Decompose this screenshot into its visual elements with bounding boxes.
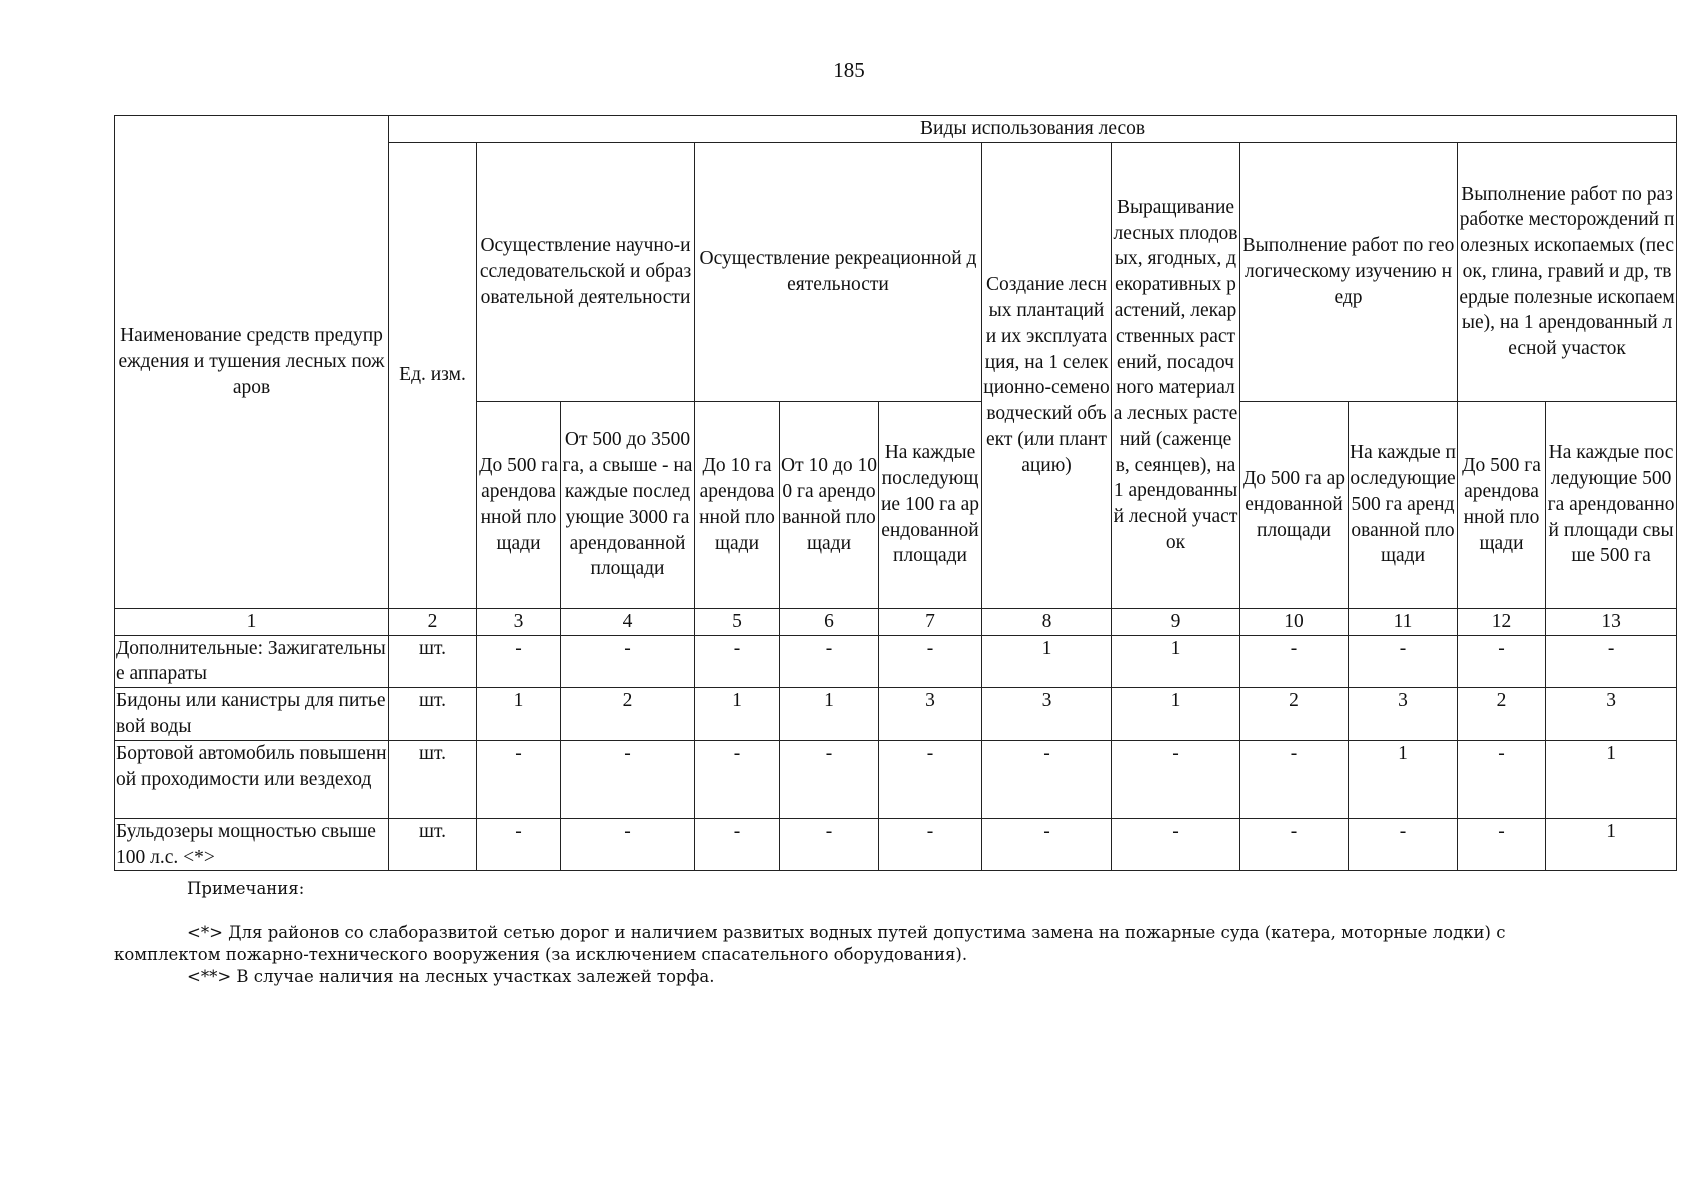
cell-value: - (561, 818, 695, 871)
cell-value: - (1240, 818, 1349, 871)
norms-table (114, 115, 1677, 871)
col-number: 2 (389, 608, 477, 635)
cell-value: 1 (1546, 740, 1677, 818)
cell-value: - (561, 635, 695, 688)
col-number: 5 (695, 608, 780, 635)
row-name: Дополнительные: Зажигательные аппараты (115, 635, 389, 688)
cell-value: - (1349, 635, 1458, 688)
cell-value: 3 (879, 688, 982, 741)
table-row (115, 818, 1677, 871)
group-growing: Выращивание лесных плодовых, ягодных, декоративных растений, лекарственных растений, посадочного материала лесных растений (саженцев, сеянцев), на 1 арендованный лесной участок (1112, 142, 1240, 608)
cell-value: - (780, 818, 879, 871)
group-recreation: Осуществление рекреационной деятельности (695, 142, 982, 401)
cell-value: - (879, 818, 982, 871)
col-number: 7 (879, 608, 982, 635)
group-geology: Выполнение работ по геологическому изучению недр (1240, 142, 1458, 401)
col-number: 6 (780, 608, 879, 635)
table-row (115, 635, 1677, 688)
col-number: 13 (1546, 608, 1677, 635)
row-unit: шт. (389, 818, 477, 871)
cell-value: 1 (780, 688, 879, 741)
sub-c13: На каждые последующие 500 га арендованной площади свыше 500 га (1546, 401, 1677, 608)
cell-value: - (879, 740, 982, 818)
cell-value: - (477, 818, 561, 871)
cell-value: - (1458, 635, 1546, 688)
sub-c12: До 500 га арендованной площади (1458, 401, 1546, 608)
cell-value: 1 (1546, 818, 1677, 871)
table-row (115, 740, 1677, 818)
header-forest-use: Виды использования лесов (389, 116, 1677, 143)
sub-c7: На каждые последующие 100 га арендованной площади (879, 401, 982, 608)
group-mining: Выполнение работ по разработке месторождений полезных ископаемых (песок, глина, гравий и др, твердые полезные ископаемые), на 1 арендованный лесной участок (1458, 142, 1677, 401)
header-name: Наименование средств предупреждения и тушения лесных пожаров (115, 116, 389, 609)
cell-value: - (1112, 818, 1240, 871)
cell-value: - (982, 740, 1112, 818)
col-number: 4 (561, 608, 695, 635)
cell-value: - (477, 635, 561, 688)
cell-value: 1 (477, 688, 561, 741)
cell-value: 1 (1349, 740, 1458, 818)
cell-value: 3 (1349, 688, 1458, 741)
row-name: Бульдозеры мощностью свыше 100 л.с. <*> (115, 818, 389, 871)
cell-value: 1 (695, 688, 780, 741)
cell-value: 1 (1112, 635, 1240, 688)
note-2: <**> В случае наличия на лесных участках залежей торфа. (187, 967, 715, 986)
cell-value: - (1458, 740, 1546, 818)
sub-c6: От 10 до 100 га арендованной площади (780, 401, 879, 608)
sub-c10: До 500 га арендованной площади (1240, 401, 1349, 608)
cell-value: 2 (561, 688, 695, 741)
column-number-row (115, 608, 1677, 635)
sub-c11: На каждые последующие 500 га арендованной площади (1349, 401, 1458, 608)
notes-title: Примечания: (187, 879, 305, 898)
row-unit: шт. (389, 635, 477, 688)
cell-value: - (1240, 635, 1349, 688)
page-number: 185 (833, 58, 865, 82)
cell-value: - (1240, 740, 1349, 818)
header-unit: Ед. изм. (389, 142, 477, 608)
table-row (115, 688, 1677, 741)
cell-value: - (1458, 818, 1546, 871)
sub-c4: От 500 до 3500 га, а свыше - на каждые последующие 3000 га арендованной площади (561, 401, 695, 608)
cell-value: - (1112, 740, 1240, 818)
cell-value: 2 (1458, 688, 1546, 741)
cell-value: 1 (1112, 688, 1240, 741)
cell-value: 3 (982, 688, 1112, 741)
col-number: 9 (1112, 608, 1240, 635)
cell-value: - (780, 635, 879, 688)
cell-value: - (1546, 635, 1677, 688)
cell-value: 3 (1546, 688, 1677, 741)
col-number: 1 (115, 608, 389, 635)
col-number: 11 (1349, 608, 1458, 635)
cell-value: - (695, 818, 780, 871)
notes-section (114, 878, 1594, 988)
col-number: 10 (1240, 608, 1349, 635)
col-number: 12 (1458, 608, 1546, 635)
cell-value: - (561, 740, 695, 818)
cell-value: - (695, 635, 780, 688)
cell-value: 2 (1240, 688, 1349, 741)
row-name: Бидоны или канистры для питьевой воды (115, 688, 389, 741)
cell-value: - (1349, 818, 1458, 871)
group-plantations: Создание лесных плантаций и их эксплуатация, на 1 селекционно-семеноводческий объект (или плантацию) (982, 142, 1112, 608)
row-unit: шт. (389, 688, 477, 741)
cell-value: - (477, 740, 561, 818)
row-name: Бортовой автомобиль повышенной проходимости или вездеход (115, 740, 389, 818)
row-unit: шт. (389, 740, 477, 818)
col-number: 3 (477, 608, 561, 635)
col-number: 8 (982, 608, 1112, 635)
cell-value: 1 (982, 635, 1112, 688)
cell-value: - (695, 740, 780, 818)
note-1: <*> Для районов со слаборазвитой сетью дорог и наличием развитых водных путей допустима замена на пожарные суда (катера, моторные лодки) с комплектом пожарно-технического вооружения (за исключением спасательного оборудования). (114, 923, 1506, 964)
sub-c3: До 500 га арендованной площади (477, 401, 561, 608)
group-science: Осуществление научно-исследовательской и образовательной деятельности (477, 142, 695, 401)
cell-value: - (879, 635, 982, 688)
cell-value: - (982, 818, 1112, 871)
cell-value: - (780, 740, 879, 818)
sub-c5: До 10 га арендованной площади (695, 401, 780, 608)
